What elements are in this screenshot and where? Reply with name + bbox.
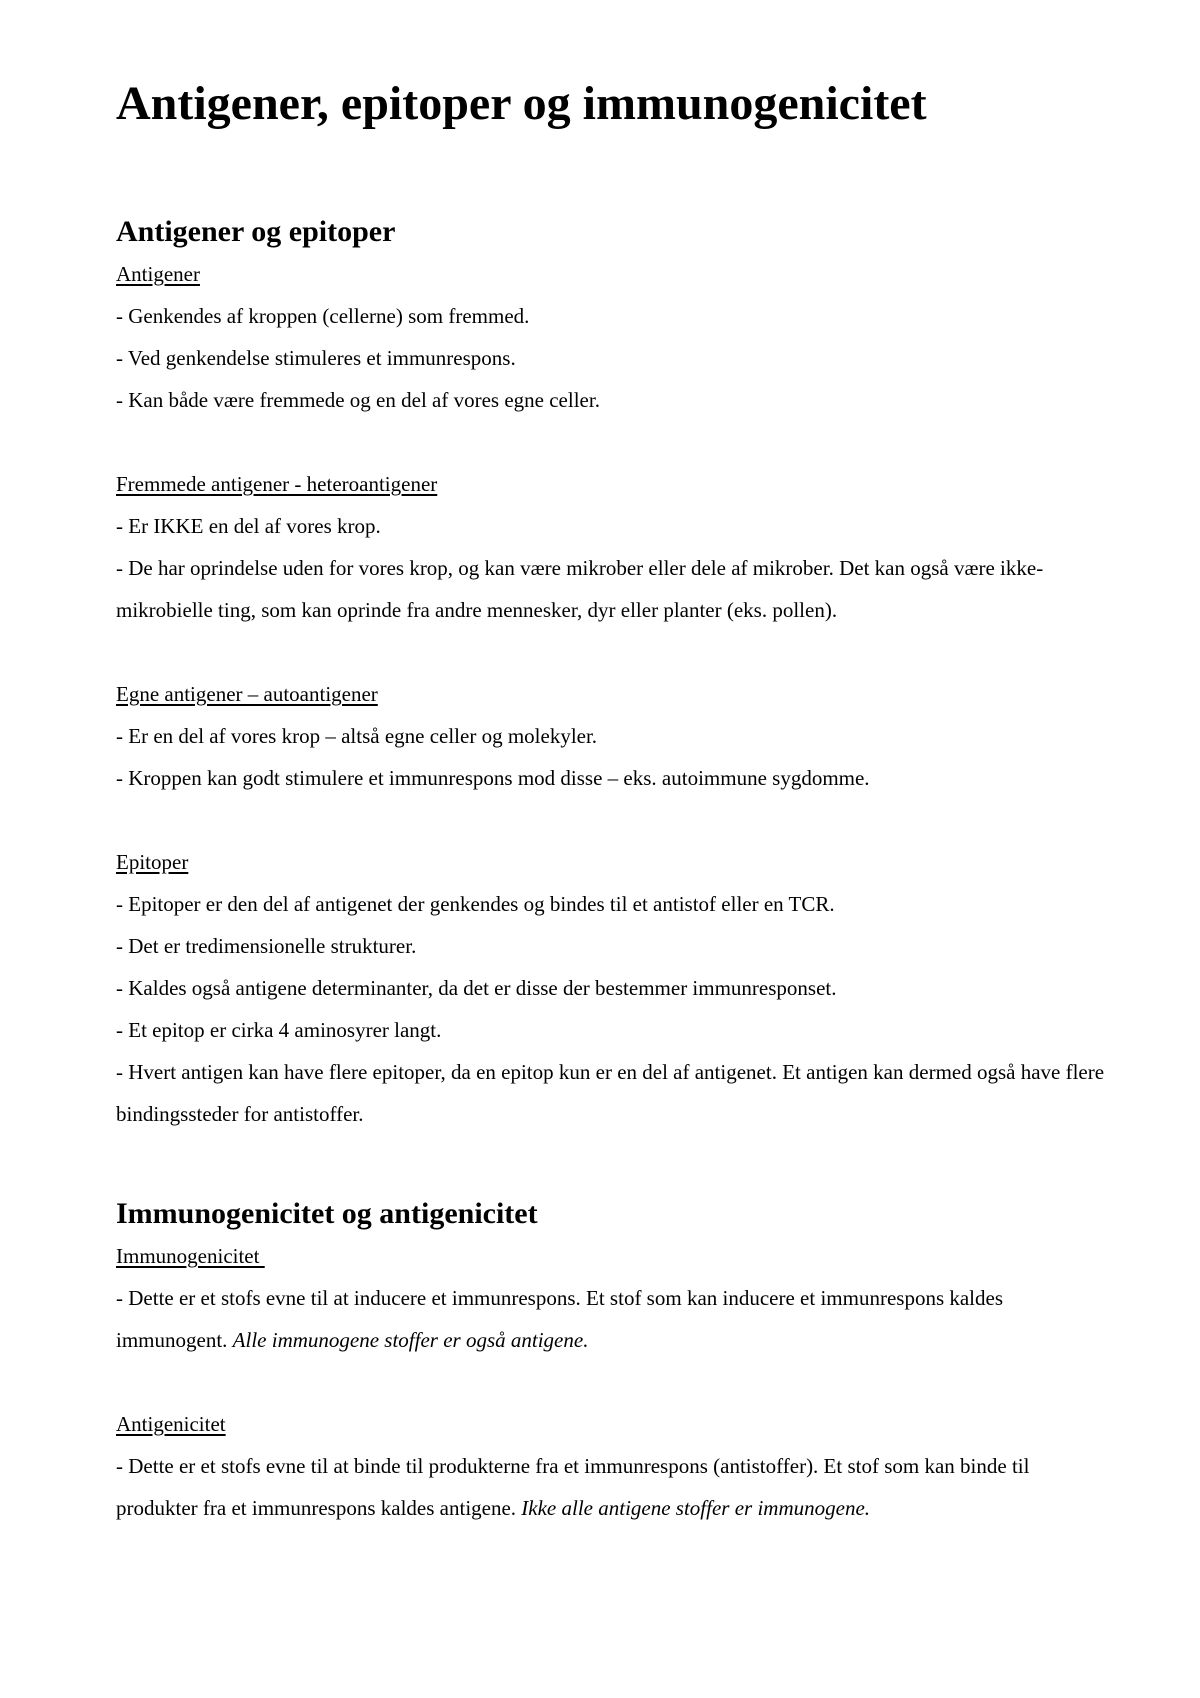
subsection-epitoper — [116, 841, 1106, 1135]
subsection-heading: Fremmede antigener - heteroantigener — [116, 472, 438, 496]
bullet-line: - Er IKKE en del af vores krop. — [116, 514, 381, 538]
section-heading: Antigener og epitoper — [116, 215, 396, 248]
bullet-line: - Kaldes også antigene determinanter, da det er disse der bestemmer immunresponset. — [116, 976, 837, 1000]
subsection-heteroantigener — [116, 463, 1106, 631]
bullet-line: - Et epitop er cirka 4 aminosyrer langt. — [116, 1018, 442, 1042]
section-immunogenicitet-og-antigenicitet — [116, 1193, 1106, 1529]
paragraph-text: - Dette er et stofs evne til at inducere et immunrespons. Et stof som kan inducere et immunrespons kaldes immunogent. — [116, 1286, 1004, 1352]
bullet-line: - Ved genkendelse stimuleres et immunrespons. — [116, 346, 516, 370]
bullet-line: - Genkendes af kroppen (cellerne) som fremmed. — [116, 304, 530, 328]
subsection-heading: Egne antigener – autoantigener — [116, 682, 378, 706]
bullet-line: - Det er tredimensionelle strukturer. — [116, 934, 417, 958]
italic-emphasis: Ikke alle antigene stoffer er immunogene. — [521, 1496, 871, 1520]
paragraph — [116, 1445, 1106, 1529]
bullet-line: - Kan både være fremmede og en del af vores egne celler. — [116, 388, 600, 412]
subsection-heading: Immunogenicitet — [116, 1244, 265, 1268]
bullet-line: - Er en del af vores krop – altså egne celler og molekyler. — [116, 724, 598, 748]
paragraph — [116, 1277, 1106, 1361]
document-title: Antigener, epitoper og immunogenicitet — [116, 77, 927, 130]
subsection-antigener — [116, 253, 1106, 421]
section-heading: Immunogenicitet og antigenicitet — [116, 1197, 538, 1230]
subsection-heading: Epitoper — [116, 850, 189, 874]
bullet-line: - Epitoper er den del af antigenet der genkendes og bindes til et antistof eller en TCR. — [116, 892, 835, 916]
bullet-line: - De har oprindelse uden for vores krop, og kan være mikrober eller dele af mikrober. Det kan også være ikke-mikrobielle ting, som kan oprinde fra andre mennesker, dyr eller planter (eks. pollen). — [116, 556, 1044, 622]
subsection-autoantigener — [116, 673, 1106, 799]
paragraph-text: - Dette er et stofs evne til at binde til produkterne fra et immunrespons (antistoffer). Et stof som kan binde til produkter fra et immunrespons kaldes antigene. — [116, 1454, 1030, 1520]
subsection-antigenicitet — [116, 1403, 1106, 1529]
italic-emphasis: Alle immunogene stoffer er også antigene. — [232, 1328, 589, 1352]
subsection-heading: Antigenicitet — [116, 1412, 226, 1436]
subsection-immunogenicitet — [116, 1235, 1106, 1361]
bullet-line: - Hvert antigen kan have flere epitoper, da en epitop kun er en del af antigenet. Et antigen kan dermed også have flere bindingssteder for antistoffer. — [116, 1060, 1105, 1126]
subsection-heading: Antigener — [116, 262, 200, 286]
section-antigener-og-epitoper — [116, 211, 1106, 1135]
bullet-line: - Kroppen kan godt stimulere et immunrespons mod disse – eks. autoimmune sygdomme. — [116, 766, 870, 790]
